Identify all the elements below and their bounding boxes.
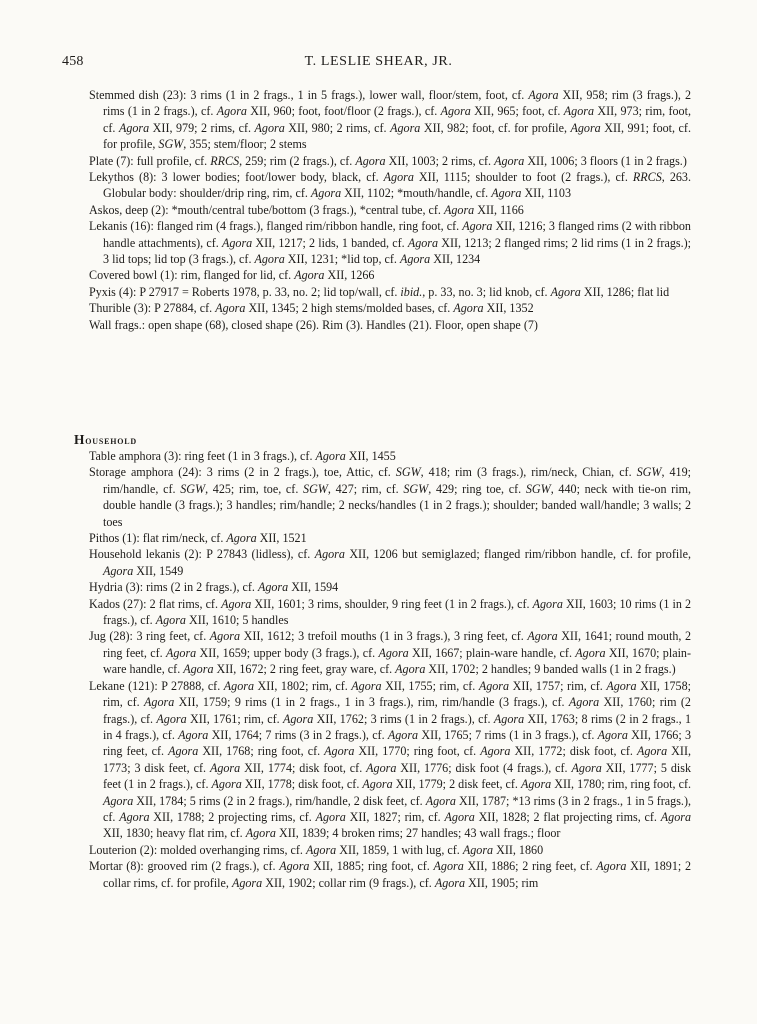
- catalog-entry: Plate (7): full profile, cf. RRCS, 259; rim (2 frags.), cf. Agora XII, 1003; 2 rims, cf. Agora XII, 1006; 3 floors (1 in 2 frags.): [89, 153, 687, 168]
- catalog-entry: Table amphora (3): ring feet (1 in 3 frags.), cf. Agora XII, 1455: [89, 449, 396, 463]
- catalog-entry: Mortar (8): grooved rim (2 frags.), cf. Agora XII, 1885; ring foot, cf. Agora XII, 1886; 2 ring feet, cf. Agora XII, 1891; 2 collar rims, cf. for profile, Agora XII, 1902; collar rim (9 frags.), cf. Agora XII, 1905; rim: [89, 859, 692, 890]
- catalog-entry: Pithos (1): flat rim/neck, cf. Agora XII, 1521: [89, 531, 307, 546]
- catalog-entry: Lekanis (16): flanged rim (4 frags.), flanged rim/ribbon handle, ring foot, cf. Agora XII, 1216; 3 flanged rims (2 with ribbon handle attachments), cf. Agora XII, 1217; 2 lids, 1 banded, cf. Agora XII, 1213; 2 flanged rims; 2 lid rims (1 in 2 frags.); 3 lid tops; lid top (3 frags.), cf. Agora XII, 1231; *lid top, cf. Agora XII, 1234: [89, 219, 691, 267]
- section-title-household: Household: [74, 432, 137, 447]
- catalog-entry: Pyxis (4): P 27917 = Roberts 1978, p. 33, no. 2; lid top/wall, cf. ibid., p. 33, no. 3; lid knob, cf. Agora XII, 1286; flat lid: [89, 284, 670, 299]
- catalog-entry: Covered bowl (1): rim, flanged for lid, cf. Agora XII, 1266: [89, 268, 375, 283]
- catalog-entry: Jug (28): 3 ring feet, cf. Agora XII, 1612; 3 trefoil mouths (1 in 3 frags.), 3 ring feet, cf. Agora XII, 1641; round mouth, 2 ring feet, cf. Agora XII, 1659; upper body (3 frags.), cf. Agora XII, 1667; plain-ware handle, cf. Agora XII, 1670; plain-ware handle, cf. Agora XII, 1672; 2 ring feet, gray ware, cf. Agora XII, 1702; 2 handles; 9 banded walls (1 in 2 frags.): [89, 629, 692, 677]
- page-header: [62, 54, 695, 72]
- household-ware-list: [89, 448, 691, 891]
- catalog-entry: Thurible (3): P 27884, cf. Agora XII, 1345; 2 high stems/molded bases, cf. Agora XII, 1352: [89, 301, 534, 316]
- catalog-entry: Askos, deep (2): *mouth/central tube/bottom (3 frags.), *central tube, cf. Agora XII, 1166: [89, 202, 524, 217]
- page-number: 458: [62, 54, 84, 69]
- catalog-entry: Kados (27): 2 flat rims, cf. Agora XII, 1601; 3 rims, shoulder, 9 ring feet (1 in 2 frags.), cf. Agora XII, 1603; 10 rims (1 in 2 frags.), cf. Agora XII, 1610; 5 handles: [89, 596, 692, 628]
- catalog-entry: Household lekanis (2): P 27843 (lidless), cf. Agora XII, 1206 but semiglazed; flanged rim/ribbon handle, cf. for profile, Agora XII, 1549: [89, 547, 691, 578]
- catalog-entry: Stemmed dish (23): 3 rims (1 in 2 frags., 1 in 5 frags.), lower wall, floor/stem, foot, cf. Agora XII, 958; rim (3 frags.), 2 rims (1 in 2 frags.), cf. Agora XII, 960; foot, foot/floor (2 frags.), cf. Agora XII, 965; foot, cf. Agora XII, 973; rim, foot, cf. Agora XII, 979; 2 rims, cf. Agora XII, 980; 2 rims, cf. Agora XII, 982; foot, cf. for profile, Agora XII, 991; foot, cf. for profile, SGW, 355; stem/floor; 2 stems: [89, 88, 692, 152]
- catalog-entry: Storage amphora (24): 3 rims (2 in 2 frags.), toe, Attic, cf. SGW, 418; rim (3 frags.), rim/neck, Chian, cf. SGW, 419; rim/handle, cf. SGW, 425; rim, toe, cf. SGW, 427; rim, cf. SGW, 429; ring toe, cf. SGW, 440; neck with tie-on rim, double handle (3 frags.); 3 handles; rim/handle; 2 necks/handles (1 in 2 frags.); shoulder; banded wall/handle; 3 walls; 2 toes: [89, 465, 691, 529]
- catalog-entry: Hydria (3): rims (2 in 2 frags.), cf. Agora XII, 1594: [89, 580, 339, 595]
- catalog-entry: Lekythos (8): 3 lower bodies; foot/lower body, black, cf. Agora XII, 1115; shoulder to foot (2 frags.), cf. RRCS, 263. Globular body: shoulder/drip ring, rim, cf. Agora XII, 1102; *mouth/handle, cf. Agora XII, 1103: [89, 170, 691, 201]
- running-head: T. LESLIE SHEAR, JR.: [304, 54, 453, 69]
- catalog-entry: Lekane (121): P 27888, cf. Agora XII, 1802; rim, cf. Agora XII, 1755; rim, cf. Agora XII, 1757; rim, cf. Agora XII, 1758; rim, cf. Agora XII, 1759; 9 rims (1 in 2 frags., 1 in 3 frags.), rim, rim/handle (3 frags.), cf. Agora XII, 1760; rim (2 frags.), cf. Agora XII, 1761; rim, cf. Agora XII, 1762; 3 rims (1 in 2 frags.), cf. Agora XII, 1763; 8 rims (2 in 2 frags., 1 in 4 frags.), cf. Agora XII, 1764; 7 rims (3 in 2 frags.), cf. Agora XII, 1765; 7 rims (1 in 3 frags.), cf. Agora XII, 1766; 3 ring feet, cf. Agora XII, 1768; ring foot, cf. Agora XII, 1770; ring foot, cf. Agora XII, 1772; disk foot, cf. Agora XII, 1773; 3 disk feet, cf. Agora XII, 1774; disk foot, cf. Agora XII, 1776; disk foot (4 frags.), cf. Agora XII, 1777; 5 disk feet (1 in 2 frags.), cf. Agora XII, 1778; disk foot, cf. Agora XII, 1779; 2 disk feet, cf. Agora XII, 1780; rim, ring foot, cf. Agora XII, 1784; 5 rims (2 in 2 frags.), rim/handle, 2 disk feet, cf. Agora XII, 1787; *13 rims (3 in 2 frags., 1 in 5 frags.), cf. Agora XII, 1788; 2 projecting rims, cf. Agora XII, 1827; rim, cf. Agora XII, 1828; 2 flat projecting rims, cf. Agora XII, 1830; heavy flat rim, cf. Agora XII, 1839; 4 broken rims; 27 handles; 43 wall frags.; floor: [89, 678, 692, 841]
- catalog-entry: Wall frags.: open shape (68), closed shape (26). Rim (3). Handles (21). Floor, open shape (7): [89, 317, 538, 332]
- catalog-entry: Louterion (2): molded overhanging rims, cf. Agora XII, 1859, 1 with lug, cf. Agora XII, 1860: [89, 842, 544, 857]
- fine-ware-list: [89, 87, 691, 333]
